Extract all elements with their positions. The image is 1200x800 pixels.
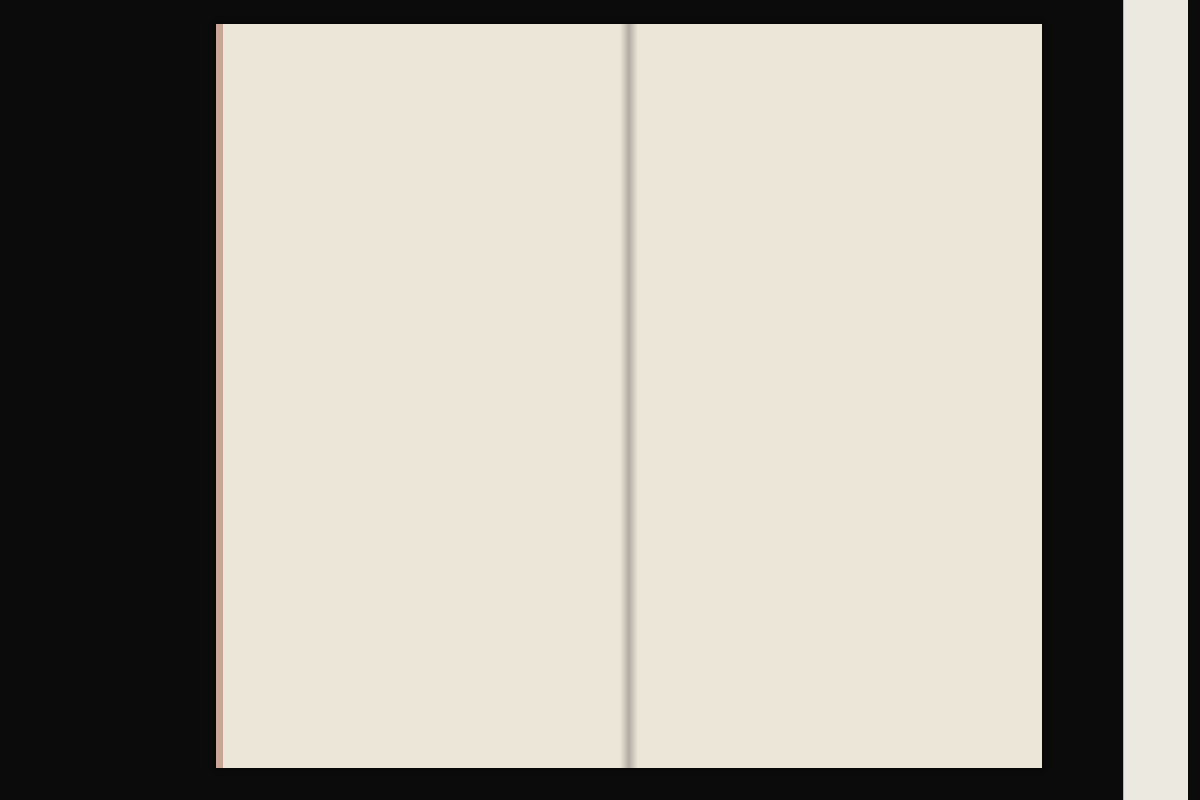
left-page <box>216 24 629 768</box>
book-gutter <box>620 24 638 768</box>
right-page <box>629 24 1042 768</box>
open-book <box>216 24 1042 768</box>
measuring-ruler <box>1123 0 1188 800</box>
